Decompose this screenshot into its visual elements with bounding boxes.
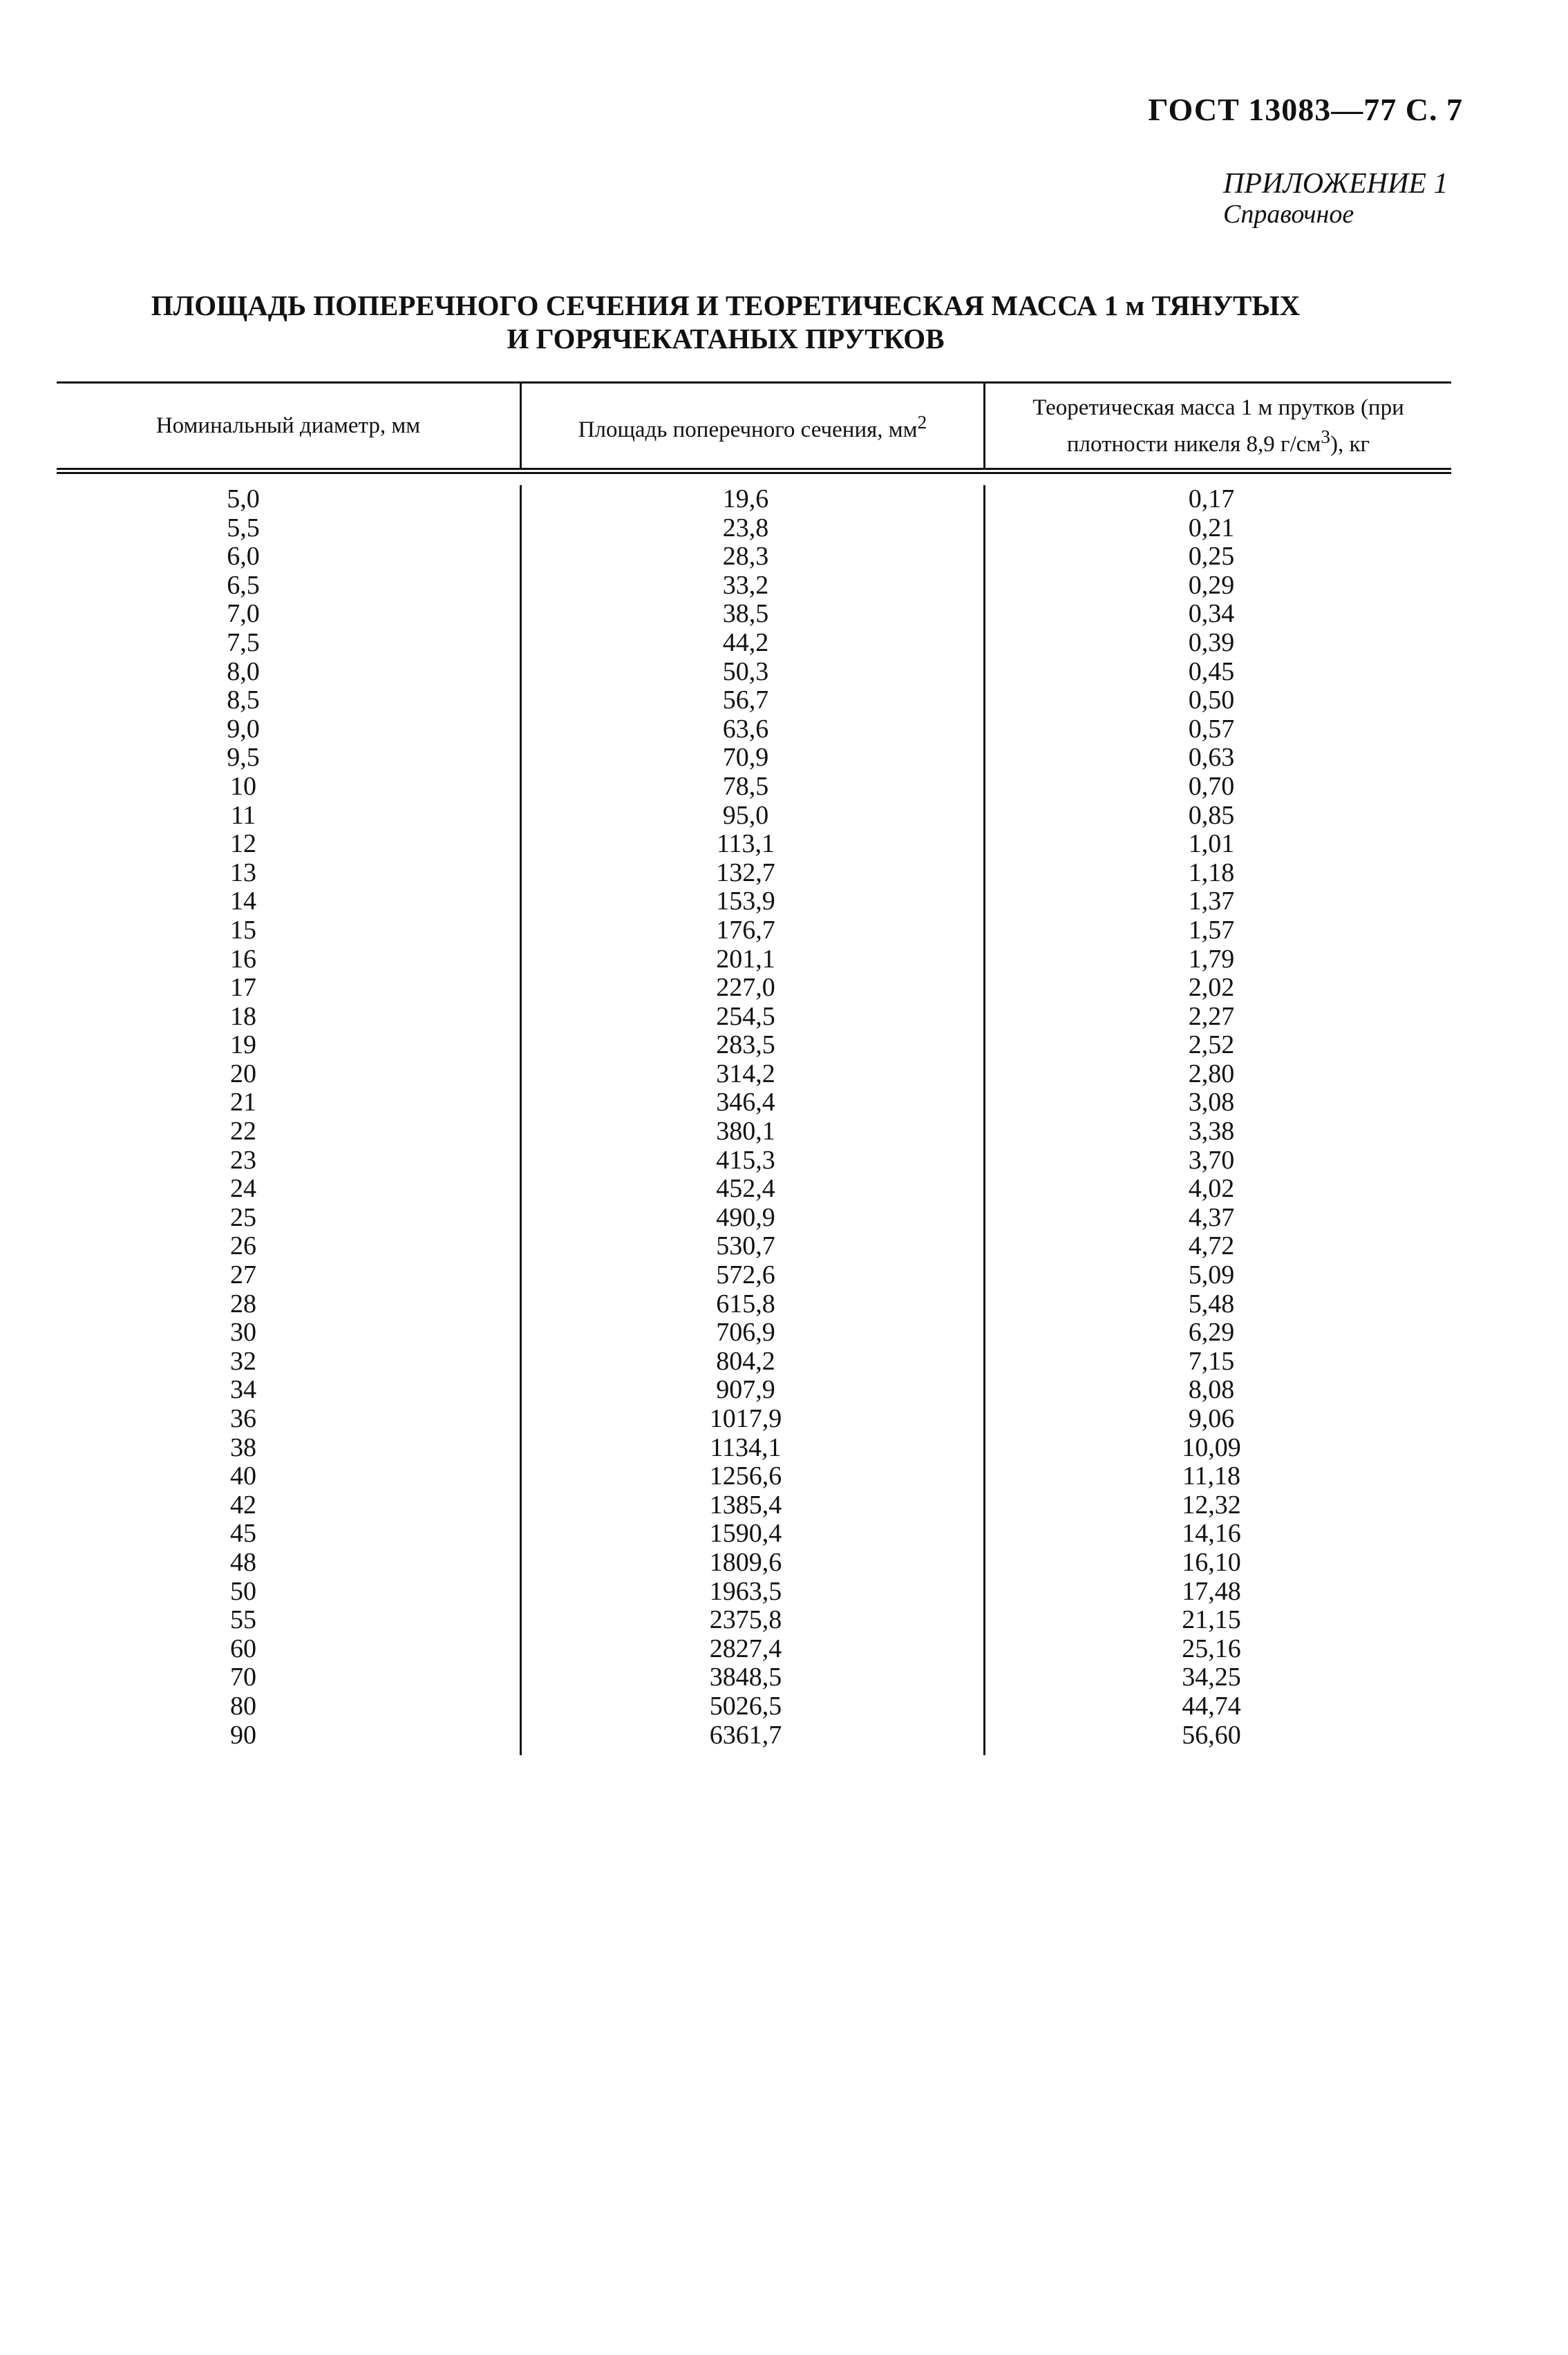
- cell-mass: 7,15: [1188, 1346, 1235, 1376]
- cell-area: 530,7: [716, 1231, 775, 1261]
- cell-diameter: 6,5: [227, 570, 260, 600]
- cell-mass: 12,32: [1182, 1490, 1241, 1520]
- cell-diameter: 28: [230, 1289, 256, 1318]
- column-area: [520, 485, 983, 1755]
- cell-area: 706,9: [716, 1318, 775, 1347]
- header-area-unit-exponent: 2: [917, 410, 927, 433]
- cell-diameter: 16: [230, 944, 256, 974]
- cell-area: 314,2: [716, 1059, 775, 1088]
- cell-area: 615,8: [716, 1289, 775, 1318]
- header-mass-unit-exponent: 3: [1321, 425, 1331, 447]
- cell-area: 78,5: [722, 771, 769, 801]
- cell-mass: 8,08: [1188, 1375, 1235, 1405]
- cell-diameter: 48: [230, 1547, 256, 1577]
- cell-mass: 3,38: [1188, 1117, 1235, 1146]
- cell-diameter: 6,0: [227, 542, 260, 571]
- cell-area: 227,0: [716, 973, 775, 1003]
- cell-area: 1963,5: [709, 1576, 782, 1606]
- cell-mass: 0,21: [1188, 513, 1235, 542]
- cell-area: 33,2: [722, 570, 769, 600]
- cell-area: 19,6: [722, 484, 769, 513]
- cell-diameter: 18: [230, 1001, 256, 1031]
- column-diameter: [57, 485, 520, 1755]
- cell-mass: 6,29: [1188, 1318, 1235, 1347]
- cell-area: 1017,9: [709, 1404, 782, 1433]
- cell-diameter: 12: [230, 829, 256, 859]
- cell-mass: 0,29: [1188, 570, 1235, 600]
- cell-area: 44,2: [722, 627, 769, 657]
- cell-diameter: 15: [230, 915, 256, 945]
- page-title: [111, 289, 1341, 355]
- cell-area: 28,3: [722, 542, 769, 571]
- cell-mass: 4,72: [1188, 1231, 1235, 1261]
- cell-diameter: 55: [230, 1605, 256, 1635]
- cell-area: 38,5: [722, 599, 769, 629]
- cell-mass: 11,18: [1182, 1462, 1241, 1491]
- cell-mass: 0,57: [1188, 714, 1235, 744]
- cell-area: 346,4: [716, 1088, 775, 1117]
- table-header-row: [57, 384, 1451, 468]
- cell-area: 572,6: [716, 1260, 775, 1290]
- cell-mass: 1,79: [1188, 944, 1235, 974]
- cell-mass: 0,25: [1188, 542, 1235, 571]
- cell-area: 50,3: [722, 656, 769, 686]
- cell-mass: 2,52: [1188, 1030, 1235, 1060]
- cell-diameter: 8,0: [227, 656, 260, 686]
- header-mass-label: [999, 393, 1437, 459]
- cell-mass: 4,02: [1188, 1174, 1235, 1204]
- cell-mass: 0,63: [1188, 743, 1235, 773]
- cell-mass: 10,09: [1182, 1432, 1241, 1462]
- cell-mass: 0,45: [1188, 656, 1235, 686]
- cell-area: 5026,5: [709, 1691, 782, 1721]
- cell-diameter: 9,0: [227, 714, 260, 744]
- cell-area: 6361,7: [709, 1720, 782, 1750]
- cell-diameter: 9,5: [227, 743, 260, 773]
- cell-area: 63,6: [722, 714, 769, 744]
- cell-mass: 14,16: [1182, 1519, 1241, 1549]
- cell-mass: 1,57: [1188, 915, 1235, 945]
- cell-diameter: 50: [230, 1576, 256, 1606]
- cell-mass: 2,27: [1188, 1001, 1235, 1031]
- cell-diameter: 5,5: [227, 513, 260, 542]
- document-reference: ГОСТ 13083—77 С. 7: [1148, 92, 1463, 127]
- cell-area: 254,5: [716, 1001, 775, 1031]
- cell-mass: 16,10: [1182, 1547, 1241, 1577]
- cell-area: 2375,8: [709, 1605, 782, 1635]
- data-table: [57, 381, 1451, 1755]
- cell-diameter: 30: [230, 1318, 256, 1347]
- header-diameter: [57, 384, 520, 468]
- cell-mass: 1,01: [1188, 829, 1235, 859]
- cell-diameter: 8,5: [227, 685, 260, 715]
- cell-diameter: 90: [230, 1720, 256, 1750]
- cell-diameter: 25: [230, 1202, 256, 1232]
- table-header-rule: [57, 468, 1451, 474]
- cell-mass: 4,37: [1188, 1202, 1235, 1232]
- header-area-label: [578, 408, 927, 444]
- cell-diameter: 70: [230, 1663, 256, 1692]
- cell-diameter: 11: [230, 800, 256, 830]
- cell-area: 452,4: [716, 1174, 775, 1204]
- cell-diameter: 45: [230, 1519, 256, 1549]
- cell-mass: 0,39: [1188, 627, 1235, 657]
- cell-mass: 9,06: [1188, 1404, 1235, 1433]
- cell-diameter: 19: [230, 1030, 256, 1060]
- cell-diameter: 40: [230, 1462, 256, 1491]
- cell-diameter: 7,0: [227, 599, 260, 629]
- cell-area: 70,9: [722, 743, 769, 773]
- cell-diameter: 32: [230, 1346, 256, 1376]
- cell-diameter: 60: [230, 1634, 256, 1663]
- cell-diameter: 34: [230, 1375, 256, 1405]
- cell-diameter: 5,0: [227, 484, 260, 513]
- cell-diameter: 22: [230, 1117, 256, 1146]
- header-diameter-text: Номинальный диаметр, мм: [155, 413, 421, 438]
- cell-area: 3848,5: [709, 1663, 782, 1692]
- cell-mass: 17,48: [1182, 1576, 1241, 1606]
- cell-area: 804,2: [716, 1346, 775, 1376]
- cell-mass: 0,17: [1188, 484, 1235, 513]
- cell-mass: 5,48: [1188, 1289, 1235, 1318]
- cell-area: 95,0: [722, 800, 769, 830]
- cell-area: 153,9: [716, 887, 775, 916]
- cell-area: 23,8: [722, 513, 769, 542]
- appendix-type: Справочное: [1223, 200, 1354, 229]
- cell-mass: 2,80: [1188, 1059, 1235, 1088]
- cell-diameter: 26: [230, 1231, 256, 1261]
- cell-mass: 0,50: [1188, 685, 1235, 715]
- appendix-block: [1223, 169, 1448, 229]
- appendix-label: ПРИЛОЖЕНИЕ 1: [1223, 168, 1448, 200]
- cell-mass: 44,74: [1182, 1691, 1241, 1721]
- cell-diameter: 23: [230, 1145, 256, 1175]
- cell-mass: 25,16: [1182, 1634, 1241, 1663]
- cell-mass: 1,18: [1188, 858, 1235, 887]
- cell-area: 201,1: [716, 944, 775, 974]
- cell-diameter: 27: [230, 1260, 256, 1290]
- cell-mass: 3,08: [1188, 1088, 1235, 1117]
- cell-mass: 2,02: [1188, 973, 1235, 1003]
- cell-mass: 1,37: [1188, 887, 1235, 916]
- table-body: [57, 474, 1451, 1755]
- cell-area: 1134,1: [710, 1432, 782, 1462]
- cell-mass: 0,70: [1188, 771, 1235, 801]
- cell-mass: 56,60: [1182, 1720, 1241, 1750]
- cell-diameter: 10: [230, 771, 256, 801]
- cell-mass: 3,70: [1188, 1145, 1235, 1175]
- cell-area: 176,7: [716, 915, 775, 945]
- cell-area: 415,3: [716, 1145, 775, 1175]
- cell-area: 1385,4: [709, 1490, 782, 1520]
- cell-diameter: 7,5: [227, 627, 260, 657]
- cell-area: 56,7: [722, 685, 769, 715]
- cell-mass: 34,25: [1182, 1663, 1241, 1692]
- cell-area: 132,7: [716, 858, 775, 887]
- column-mass: [983, 485, 1451, 1755]
- header-mass-text-end: ), кг: [1330, 431, 1370, 457]
- cell-diameter: 21: [230, 1088, 256, 1117]
- cell-area: 1809,6: [709, 1547, 782, 1577]
- cell-area: 380,1: [716, 1117, 775, 1146]
- cell-diameter: 14: [230, 887, 256, 916]
- cell-diameter: 42: [230, 1490, 256, 1520]
- cell-diameter: 24: [230, 1174, 256, 1204]
- cell-diameter: 80: [230, 1691, 256, 1721]
- cell-diameter: 38: [230, 1432, 256, 1462]
- cell-area: 2827,4: [709, 1634, 782, 1663]
- cell-mass: 0,85: [1188, 800, 1235, 830]
- cell-diameter: 20: [230, 1059, 256, 1088]
- title-line-2: И ГОРЯЧЕКАТАНЫХ ПРУТКОВ: [507, 323, 945, 354]
- title-line-1: ПЛОЩАДЬ ПОПЕРЕЧНОГО СЕЧЕНИЯ И ТЕОРЕТИЧЕСКАЯ МАССА 1 м ТЯНУТЫХ: [151, 290, 1301, 321]
- cell-diameter: 17: [230, 973, 256, 1003]
- cell-mass: 21,15: [1182, 1605, 1241, 1635]
- cell-mass: 5,09: [1188, 1260, 1235, 1290]
- cell-area: 490,9: [716, 1202, 775, 1232]
- cell-mass: 0,34: [1188, 599, 1235, 629]
- cell-diameter: 36: [230, 1404, 256, 1433]
- cell-area: 907,9: [716, 1375, 775, 1405]
- header-mass-text: Теоретическая масса 1 м прутков (при плотности никеля 8,9 г/см: [1032, 395, 1404, 457]
- cell-area: 1256,6: [709, 1462, 782, 1491]
- header-area-text: Площадь поперечного сечения, мм: [578, 417, 918, 442]
- cell-area: 113,1: [716, 829, 775, 859]
- header-area: [520, 384, 983, 468]
- header-mass: [983, 384, 1451, 468]
- cell-area: 283,5: [716, 1030, 775, 1060]
- cell-diameter: 13: [230, 858, 256, 887]
- cell-area: 1590,4: [709, 1519, 782, 1549]
